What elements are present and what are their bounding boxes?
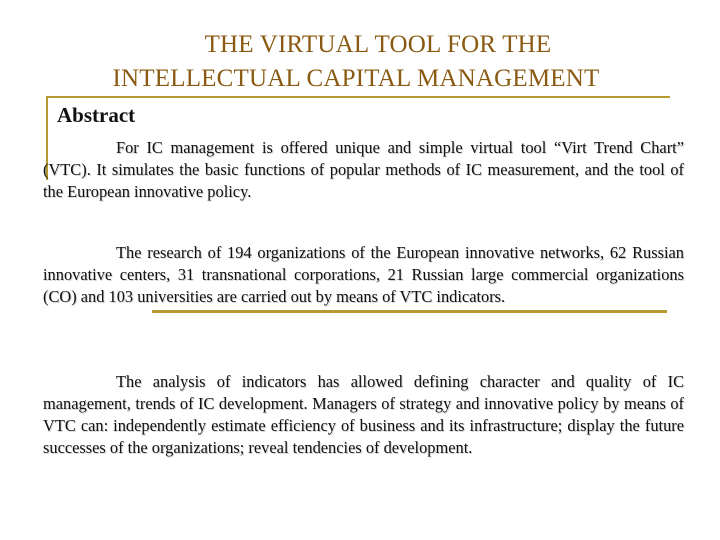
slide-title [0,28,720,96]
slide-title-line-1: THE VIRTUAL TOOL FOR THE [204,31,552,58]
accent-rule-top [46,96,670,98]
abstract-paragraph-2: The research of 194 organizations of the European innovative networks, 62 Russian innovative centers, 31 transnational corporations, 21 Russian large commercial organizations (CO) and 103 universities are carried out by means of VTC indicators. [43,243,684,306]
slide-title-line-2: INTELLECTUAL CAPITAL MANAGEMENT [112,65,600,92]
abstract-paragraph-1: For IC management is offered unique and simple virtual tool “Virt Trend Chart” (VTC). It simulates the basic functions of popular methods of IC measurement, and the tool of the European innovative policy. [43,138,684,201]
abstract-paragraph-3: The analysis of indicators has allowed defining character and quality of IC management, trends of IC development. Managers of strategy and innovative policy by means of VTC can: independently estimate efficiency of business and its infrastructure; display the future successes of the organizations; reveal tendencies of development. [43,372,684,457]
abstract-heading: Abstract [57,103,136,127]
accent-underline [152,310,667,313]
